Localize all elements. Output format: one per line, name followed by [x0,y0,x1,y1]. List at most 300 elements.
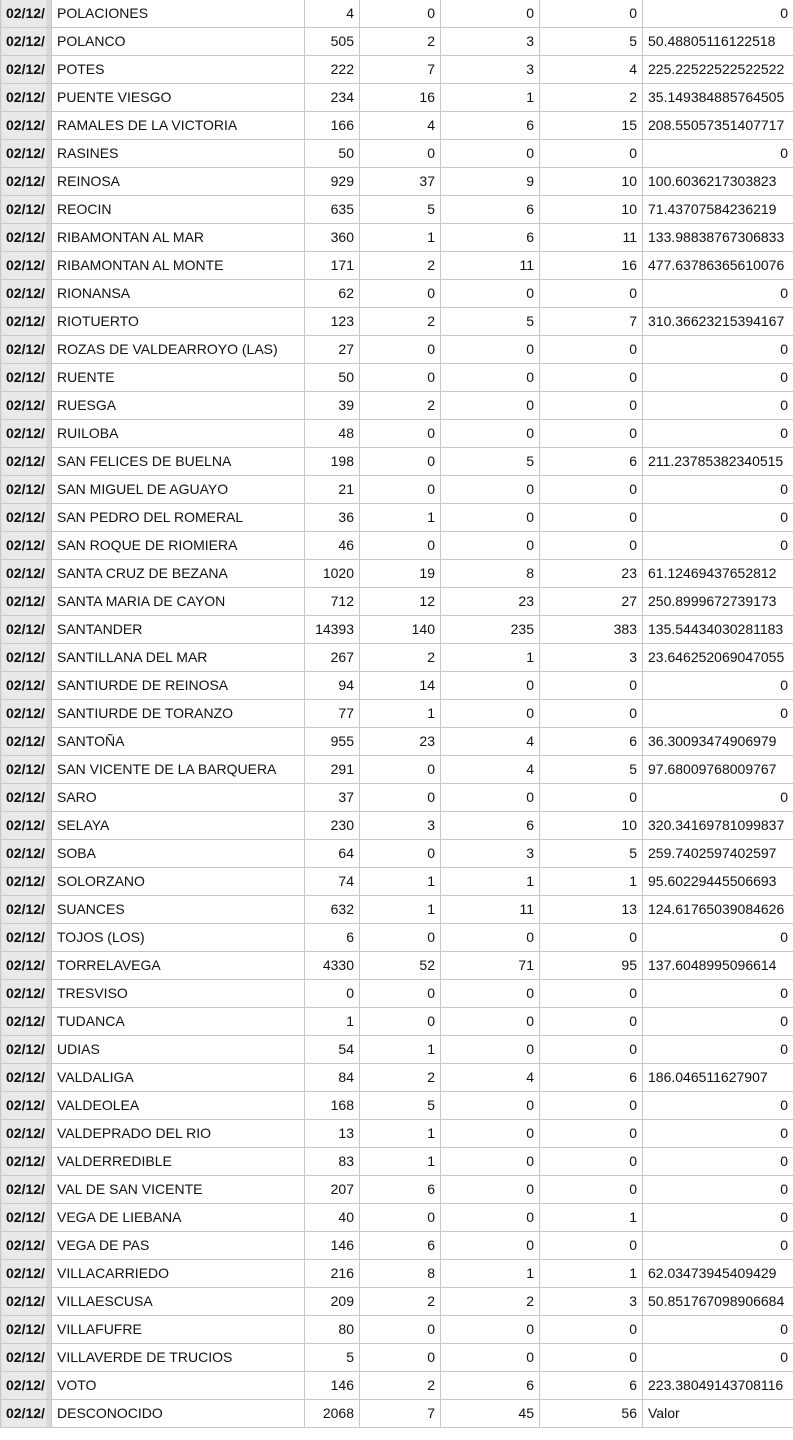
population-cell[interactable]: 267 [305,644,360,672]
value1-cell[interactable]: 0 [360,756,441,784]
population-cell[interactable]: 77 [305,700,360,728]
population-cell[interactable]: 46 [305,532,360,560]
rate-cell[interactable]: 61.12469437652812 [643,560,793,588]
rate-cell[interactable]: 137.6048995096614 [643,952,793,980]
value3-cell[interactable]: 0 [540,280,643,308]
value1-cell[interactable]: 0 [360,1008,441,1036]
value3-cell[interactable]: 0 [540,924,643,952]
rate-cell[interactable]: 0 [643,1204,793,1232]
value2-cell[interactable]: 1 [441,644,540,672]
value1-cell[interactable]: 12 [360,588,441,616]
value2-cell[interactable]: 0 [441,504,540,532]
date-cell[interactable]: 02/12/ [1,616,52,644]
rate-cell[interactable]: 211.23785382340515 [643,448,793,476]
population-cell[interactable]: 216 [305,1260,360,1288]
municipality-cell[interactable]: RUENTE [52,364,305,392]
date-cell[interactable]: 02/12/ [1,812,52,840]
rate-cell[interactable]: 135.54434030281183 [643,616,793,644]
value3-cell[interactable]: 1 [540,868,643,896]
date-cell[interactable]: 02/12/ [1,196,52,224]
population-cell[interactable]: 37 [305,784,360,812]
value1-cell[interactable]: 14 [360,672,441,700]
value2-cell[interactable]: 0 [441,336,540,364]
date-cell[interactable]: 02/12/ [1,56,52,84]
value1-cell[interactable]: 2 [360,28,441,56]
value3-cell[interactable]: 27 [540,588,643,616]
value1-cell[interactable]: 1 [360,700,441,728]
municipality-cell[interactable]: RASINES [52,140,305,168]
municipality-cell[interactable]: DESCONOCIDO [52,1400,305,1428]
value3-cell[interactable]: 0 [540,504,643,532]
date-cell[interactable]: 02/12/ [1,1148,52,1176]
value3-cell[interactable]: 5 [540,840,643,868]
value3-cell[interactable]: 7 [540,308,643,336]
population-cell[interactable]: 2068 [305,1400,360,1428]
value1-cell[interactable]: 0 [360,924,441,952]
municipality-cell[interactable]: VILLAVERDE DE TRUCIOS [52,1344,305,1372]
population-cell[interactable]: 166 [305,112,360,140]
municipality-cell[interactable]: RIOTUERTO [52,308,305,336]
date-cell[interactable]: 02/12/ [1,868,52,896]
rate-cell[interactable]: 0 [643,476,793,504]
value3-cell[interactable]: 10 [540,196,643,224]
rate-cell[interactable]: 0 [643,392,793,420]
rate-cell[interactable]: 133.98838767306833 [643,224,793,252]
municipality-cell[interactable]: POTES [52,56,305,84]
rate-cell[interactable]: 0 [643,532,793,560]
value3-cell[interactable]: 0 [540,1008,643,1036]
value3-cell[interactable]: 0 [540,1232,643,1260]
date-cell[interactable]: 02/12/ [1,0,52,28]
rate-cell[interactable]: 250.8999672739173 [643,588,793,616]
population-cell[interactable]: 222 [305,56,360,84]
rate-cell[interactable]: 97.68009768009767 [643,756,793,784]
date-cell[interactable]: 02/12/ [1,560,52,588]
population-cell[interactable]: 36 [305,504,360,532]
date-cell[interactable]: 02/12/ [1,168,52,196]
value3-cell[interactable]: 3 [540,644,643,672]
rate-cell[interactable]: 124.61765039084626 [643,896,793,924]
date-cell[interactable]: 02/12/ [1,364,52,392]
date-cell[interactable]: 02/12/ [1,644,52,672]
value3-cell[interactable]: 3 [540,1288,643,1316]
date-cell[interactable]: 02/12/ [1,784,52,812]
date-cell[interactable]: 02/12/ [1,1400,52,1428]
municipality-cell[interactable]: POLACIONES [52,0,305,28]
population-cell[interactable]: 50 [305,364,360,392]
population-cell[interactable]: 146 [305,1232,360,1260]
municipality-cell[interactable]: SAN VICENTE DE LA BARQUERA [52,756,305,784]
population-cell[interactable]: 230 [305,812,360,840]
value1-cell[interactable]: 0 [360,980,441,1008]
value1-cell[interactable]: 0 [360,840,441,868]
value2-cell[interactable]: 5 [441,448,540,476]
value2-cell[interactable]: 0 [441,476,540,504]
date-cell[interactable]: 02/12/ [1,532,52,560]
municipality-cell[interactable]: VILLAFUFRE [52,1316,305,1344]
population-cell[interactable]: 207 [305,1176,360,1204]
value1-cell[interactable]: 1 [360,1036,441,1064]
value3-cell[interactable]: 1 [540,1260,643,1288]
value2-cell[interactable]: 3 [441,28,540,56]
date-cell[interactable]: 02/12/ [1,1008,52,1036]
population-cell[interactable]: 5 [305,1344,360,1372]
date-cell[interactable]: 02/12/ [1,476,52,504]
municipality-cell[interactable]: TRESVISO [52,980,305,1008]
population-cell[interactable]: 171 [305,252,360,280]
municipality-cell[interactable]: SELAYA [52,812,305,840]
population-cell[interactable]: 632 [305,896,360,924]
value1-cell[interactable]: 37 [360,168,441,196]
municipality-cell[interactable]: TORRELAVEGA [52,952,305,980]
value1-cell[interactable]: 19 [360,560,441,588]
municipality-cell[interactable]: SANTANDER [52,616,305,644]
value2-cell[interactable]: 6 [441,812,540,840]
value3-cell[interactable]: 0 [540,1316,643,1344]
rate-cell[interactable]: 477.63786365610076 [643,252,793,280]
value1-cell[interactable]: 2 [360,392,441,420]
value1-cell[interactable]: 4 [360,112,441,140]
value2-cell[interactable]: 0 [441,280,540,308]
date-cell[interactable]: 02/12/ [1,896,52,924]
value2-cell[interactable]: 0 [441,532,540,560]
value2-cell[interactable]: 0 [441,1120,540,1148]
population-cell[interactable]: 50 [305,140,360,168]
value1-cell[interactable]: 0 [360,784,441,812]
value1-cell[interactable]: 0 [360,1316,441,1344]
value3-cell[interactable]: 0 [540,980,643,1008]
population-cell[interactable]: 929 [305,168,360,196]
population-cell[interactable]: 123 [305,308,360,336]
municipality-cell[interactable]: VILLAESCUSA [52,1288,305,1316]
date-cell[interactable]: 02/12/ [1,700,52,728]
value1-cell[interactable]: 23 [360,728,441,756]
value1-cell[interactable]: 0 [360,420,441,448]
date-cell[interactable]: 02/12/ [1,1036,52,1064]
value3-cell[interactable]: 2 [540,84,643,112]
value2-cell[interactable]: 6 [441,112,540,140]
value2-cell[interactable]: 5 [441,308,540,336]
value2-cell[interactable]: 6 [441,196,540,224]
value2-cell[interactable]: 0 [441,1204,540,1232]
municipality-cell[interactable]: VAL DE SAN VICENTE [52,1176,305,1204]
population-cell[interactable]: 168 [305,1092,360,1120]
rate-cell[interactable]: 36.30093474906979 [643,728,793,756]
population-cell[interactable]: 234 [305,84,360,112]
value3-cell[interactable]: 11 [540,224,643,252]
population-cell[interactable]: 198 [305,448,360,476]
population-cell[interactable]: 27 [305,336,360,364]
value3-cell[interactable]: 6 [540,1372,643,1400]
population-cell[interactable]: 209 [305,1288,360,1316]
value3-cell[interactable]: 16 [540,252,643,280]
rate-cell[interactable]: 0 [643,1036,793,1064]
value2-cell[interactable]: 6 [441,224,540,252]
value1-cell[interactable]: 2 [360,252,441,280]
value3-cell[interactable]: 383 [540,616,643,644]
rate-cell[interactable]: 225.22522522522522 [643,56,793,84]
municipality-cell[interactable]: ROZAS DE VALDEARROYO (LAS) [52,336,305,364]
population-cell[interactable]: 74 [305,868,360,896]
date-cell[interactable]: 02/12/ [1,392,52,420]
rate-cell[interactable]: 0 [643,1176,793,1204]
population-cell[interactable]: 39 [305,392,360,420]
value3-cell[interactable]: 0 [540,0,643,28]
date-cell[interactable]: 02/12/ [1,336,52,364]
value2-cell[interactable]: 6 [441,1372,540,1400]
rate-cell[interactable]: 0 [643,700,793,728]
value2-cell[interactable]: 0 [441,1176,540,1204]
value2-cell[interactable]: 0 [441,420,540,448]
value1-cell[interactable]: 2 [360,1064,441,1092]
value2-cell[interactable]: 0 [441,392,540,420]
municipality-cell[interactable]: TUDANCA [52,1008,305,1036]
value1-cell[interactable]: 0 [360,1344,441,1372]
value1-cell[interactable]: 1 [360,868,441,896]
value3-cell[interactable]: 0 [540,1120,643,1148]
value2-cell[interactable]: 23 [441,588,540,616]
value3-cell[interactable]: 0 [540,1176,643,1204]
value1-cell[interactable]: 1 [360,1148,441,1176]
value2-cell[interactable]: 9 [441,168,540,196]
municipality-cell[interactable]: SAN FELICES DE BUELNA [52,448,305,476]
value1-cell[interactable]: 140 [360,616,441,644]
value1-cell[interactable]: 0 [360,476,441,504]
value1-cell[interactable]: 2 [360,308,441,336]
value2-cell[interactable]: 0 [441,672,540,700]
date-cell[interactable]: 02/12/ [1,588,52,616]
rate-cell[interactable]: 0 [643,0,793,28]
value2-cell[interactable]: 0 [441,1344,540,1372]
value2-cell[interactable]: 1 [441,868,540,896]
value3-cell[interactable]: 0 [540,392,643,420]
value1-cell[interactable]: 0 [360,280,441,308]
rate-cell[interactable]: 0 [643,420,793,448]
value1-cell[interactable]: 2 [360,644,441,672]
population-cell[interactable]: 40 [305,1204,360,1232]
municipality-cell[interactable]: VALDEOLEA [52,1092,305,1120]
date-cell[interactable]: 02/12/ [1,504,52,532]
value2-cell[interactable]: 11 [441,252,540,280]
rate-cell[interactable]: 0 [643,1120,793,1148]
rate-cell[interactable]: 0 [643,336,793,364]
value3-cell[interactable]: 0 [540,336,643,364]
date-cell[interactable]: 02/12/ [1,1288,52,1316]
value2-cell[interactable]: 0 [441,1092,540,1120]
date-cell[interactable]: 02/12/ [1,672,52,700]
value2-cell[interactable]: 3 [441,840,540,868]
population-cell[interactable]: 48 [305,420,360,448]
value1-cell[interactable]: 0 [360,0,441,28]
rate-cell[interactable]: 0 [643,1232,793,1260]
value1-cell[interactable]: 2 [360,1288,441,1316]
value2-cell[interactable]: 0 [441,700,540,728]
value2-cell[interactable]: 235 [441,616,540,644]
date-cell[interactable]: 02/12/ [1,308,52,336]
rate-cell[interactable]: 208.55057351407717 [643,112,793,140]
value3-cell[interactable]: 95 [540,952,643,980]
value2-cell[interactable]: 3 [441,56,540,84]
municipality-cell[interactable]: RAMALES DE LA VICTORIA [52,112,305,140]
value1-cell[interactable]: 0 [360,532,441,560]
value3-cell[interactable]: 15 [540,112,643,140]
date-cell[interactable]: 02/12/ [1,924,52,952]
rate-cell[interactable]: 0 [643,1316,793,1344]
municipality-cell[interactable]: SANTILLANA DEL MAR [52,644,305,672]
date-cell[interactable]: 02/12/ [1,448,52,476]
value3-cell[interactable]: 5 [540,756,643,784]
value2-cell[interactable]: 11 [441,896,540,924]
rate-cell[interactable]: 0 [643,924,793,952]
municipality-cell[interactable]: VEGA DE PAS [52,1232,305,1260]
rate-cell[interactable]: 0 [643,1148,793,1176]
municipality-cell[interactable]: SANTA CRUZ DE BEZANA [52,560,305,588]
rate-cell[interactable]: 310.36623215394167 [643,308,793,336]
population-cell[interactable]: 291 [305,756,360,784]
value2-cell[interactable]: 4 [441,756,540,784]
value3-cell[interactable]: 23 [540,560,643,588]
date-cell[interactable]: 02/12/ [1,1064,52,1092]
rate-cell[interactable]: 259.7402597402597 [643,840,793,868]
population-cell[interactable]: 635 [305,196,360,224]
value1-cell[interactable]: 3 [360,812,441,840]
value1-cell[interactable]: 16 [360,84,441,112]
date-cell[interactable]: 02/12/ [1,84,52,112]
value2-cell[interactable]: 0 [441,1232,540,1260]
rate-cell[interactable]: Valor [643,1400,793,1428]
value3-cell[interactable]: 0 [540,1148,643,1176]
population-cell[interactable]: 0 [305,980,360,1008]
date-cell[interactable]: 02/12/ [1,756,52,784]
value3-cell[interactable]: 4 [540,56,643,84]
municipality-cell[interactable]: VALDERREDIBLE [52,1148,305,1176]
municipality-cell[interactable]: RUILOBA [52,420,305,448]
rate-cell[interactable]: 186.046511627907 [643,1064,793,1092]
population-cell[interactable]: 1020 [305,560,360,588]
value3-cell[interactable]: 56 [540,1400,643,1428]
value2-cell[interactable]: 0 [441,980,540,1008]
municipality-cell[interactable]: VILLACARRIEDO [52,1260,305,1288]
value3-cell[interactable]: 6 [540,728,643,756]
rate-cell[interactable]: 23.646252069047055 [643,644,793,672]
value3-cell[interactable]: 0 [540,1344,643,1372]
rate-cell[interactable]: 62.03473945409429 [643,1260,793,1288]
date-cell[interactable]: 02/12/ [1,840,52,868]
value2-cell[interactable]: 71 [441,952,540,980]
value3-cell[interactable]: 0 [540,476,643,504]
municipality-cell[interactable]: SUANCES [52,896,305,924]
date-cell[interactable]: 02/12/ [1,1260,52,1288]
municipality-cell[interactable]: RIBAMONTAN AL MONTE [52,252,305,280]
value3-cell[interactable]: 0 [540,532,643,560]
municipality-cell[interactable]: POLANCO [52,28,305,56]
municipality-cell[interactable]: SANTA MARIA DE CAYON [52,588,305,616]
municipality-cell[interactable]: PUENTE VIESGO [52,84,305,112]
rate-cell[interactable]: 50.48805116122518 [643,28,793,56]
value2-cell[interactable]: 0 [441,140,540,168]
value1-cell[interactable]: 5 [360,1092,441,1120]
population-cell[interactable]: 4 [305,0,360,28]
municipality-cell[interactable]: SANTIURDE DE TORANZO [52,700,305,728]
value1-cell[interactable]: 0 [360,336,441,364]
value3-cell[interactable]: 0 [540,364,643,392]
date-cell[interactable]: 02/12/ [1,1372,52,1400]
date-cell[interactable]: 02/12/ [1,420,52,448]
date-cell[interactable]: 02/12/ [1,112,52,140]
municipality-cell[interactable]: SOLORZANO [52,868,305,896]
value1-cell[interactable]: 8 [360,1260,441,1288]
value1-cell[interactable]: 0 [360,448,441,476]
rate-cell[interactable]: 0 [643,784,793,812]
rate-cell[interactable]: 0 [643,672,793,700]
value1-cell[interactable]: 7 [360,1400,441,1428]
population-cell[interactable]: 146 [305,1372,360,1400]
population-cell[interactable]: 4330 [305,952,360,980]
value2-cell[interactable]: 0 [441,924,540,952]
rate-cell[interactable]: 0 [643,1008,793,1036]
value1-cell[interactable]: 0 [360,364,441,392]
value1-cell[interactable]: 1 [360,224,441,252]
value3-cell[interactable]: 0 [540,140,643,168]
municipality-cell[interactable]: SARO [52,784,305,812]
value1-cell[interactable]: 6 [360,1232,441,1260]
population-cell[interactable]: 94 [305,672,360,700]
date-cell[interactable]: 02/12/ [1,140,52,168]
population-cell[interactable]: 955 [305,728,360,756]
municipality-cell[interactable]: VALDALIGA [52,1064,305,1092]
value3-cell[interactable]: 13 [540,896,643,924]
rate-cell[interactable]: 50.851767098906684 [643,1288,793,1316]
value1-cell[interactable]: 0 [360,140,441,168]
value1-cell[interactable]: 1 [360,896,441,924]
value1-cell[interactable]: 1 [360,1120,441,1148]
value2-cell[interactable]: 0 [441,1316,540,1344]
rate-cell[interactable]: 71.43707584236219 [643,196,793,224]
value3-cell[interactable]: 0 [540,700,643,728]
rate-cell[interactable]: 0 [643,1092,793,1120]
population-cell[interactable]: 712 [305,588,360,616]
value3-cell[interactable]: 10 [540,812,643,840]
rate-cell[interactable]: 0 [643,1344,793,1372]
municipality-cell[interactable]: RIONANSA [52,280,305,308]
population-cell[interactable]: 54 [305,1036,360,1064]
municipality-cell[interactable]: REINOSA [52,168,305,196]
value2-cell[interactable]: 1 [441,84,540,112]
municipality-cell[interactable]: RUESGA [52,392,305,420]
value2-cell[interactable]: 1 [441,1260,540,1288]
date-cell[interactable]: 02/12/ [1,952,52,980]
date-cell[interactable]: 02/12/ [1,728,52,756]
value3-cell[interactable]: 0 [540,1036,643,1064]
value2-cell[interactable]: 4 [441,1064,540,1092]
municipality-cell[interactable]: TOJOS (LOS) [52,924,305,952]
value3-cell[interactable]: 0 [540,420,643,448]
population-cell[interactable]: 505 [305,28,360,56]
municipality-cell[interactable]: SAN PEDRO DEL ROMERAL [52,504,305,532]
municipality-cell[interactable]: SANTOÑA [52,728,305,756]
value1-cell[interactable]: 6 [360,1176,441,1204]
municipality-cell[interactable]: REOCIN [52,196,305,224]
date-cell[interactable]: 02/12/ [1,980,52,1008]
rate-cell[interactable]: 100.6036217303823 [643,168,793,196]
value3-cell[interactable]: 0 [540,672,643,700]
date-cell[interactable]: 02/12/ [1,1176,52,1204]
population-cell[interactable]: 62 [305,280,360,308]
municipality-cell[interactable]: UDIAS [52,1036,305,1064]
date-cell[interactable]: 02/12/ [1,224,52,252]
population-cell[interactable]: 64 [305,840,360,868]
municipality-cell[interactable]: SAN ROQUE DE RIOMIERA [52,532,305,560]
